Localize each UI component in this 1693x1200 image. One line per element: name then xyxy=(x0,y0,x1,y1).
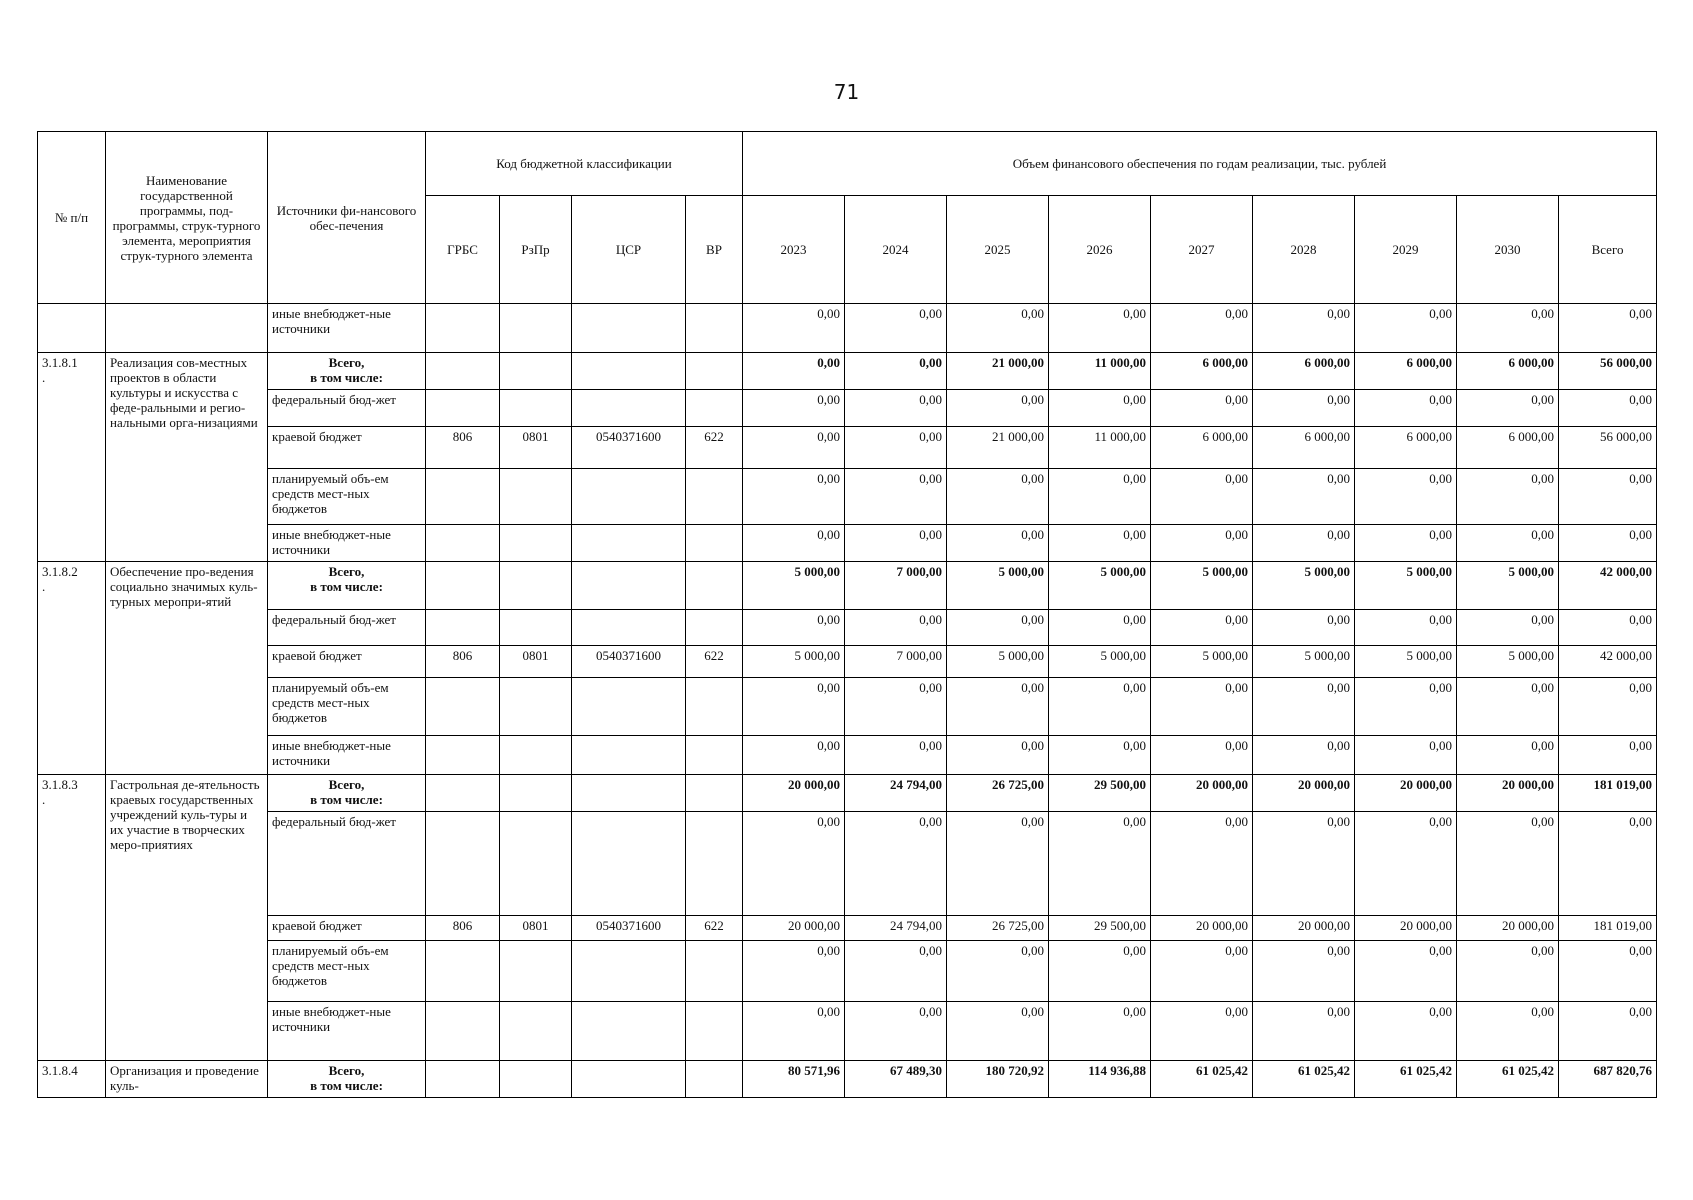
cell-value: 0,00 xyxy=(743,427,845,469)
cell-source: федеральный бюд-жет xyxy=(268,390,426,427)
cell-csr xyxy=(572,525,686,562)
cell-value: 6 000,00 xyxy=(1355,427,1457,469)
cell-grbs xyxy=(426,469,500,525)
cell-value: 0,00 xyxy=(1457,525,1559,562)
cell-value: 0,00 xyxy=(845,469,947,525)
cell-csr xyxy=(572,1002,686,1061)
header-name: Наименование государственной программы, под-программы, струк-турного элемента, мероприятия струк-турного элемента xyxy=(106,132,268,304)
cell-rzpr xyxy=(500,525,572,562)
cell-value: 0,00 xyxy=(1355,304,1457,353)
cell-csr xyxy=(572,678,686,736)
cell-value: 0,00 xyxy=(743,812,845,916)
cell-vr xyxy=(686,353,743,390)
cell-total: 0,00 xyxy=(1559,525,1657,562)
cell-value: 0,00 xyxy=(1355,941,1457,1002)
cell-value: 0,00 xyxy=(1049,1002,1151,1061)
cell-csr xyxy=(572,562,686,610)
cell-total: 687 820,76 xyxy=(1559,1061,1657,1098)
cell-value: 0,00 xyxy=(1457,736,1559,775)
cell-value: 0,00 xyxy=(1355,610,1457,646)
cell-rzpr: 0801 xyxy=(500,916,572,941)
cell-vr xyxy=(686,1002,743,1061)
cell-value: 21 000,00 xyxy=(947,353,1049,390)
cell-value: 5 000,00 xyxy=(1253,646,1355,678)
cell-value: 6 000,00 xyxy=(1457,427,1559,469)
cell-grbs xyxy=(426,304,500,353)
cell-value: 0,00 xyxy=(1253,941,1355,1002)
cell-value: 0,00 xyxy=(743,390,845,427)
cell-value: 26 725,00 xyxy=(947,775,1049,812)
cell-total: 0,00 xyxy=(1559,469,1657,525)
cell-value: 0,00 xyxy=(1049,812,1151,916)
cell-value: 0,00 xyxy=(743,469,845,525)
header-year: 2029 xyxy=(1355,196,1457,304)
cell-value: 0,00 xyxy=(1151,610,1253,646)
header-year: 2024 xyxy=(845,196,947,304)
cell-value: 0,00 xyxy=(1355,525,1457,562)
cell-rzpr xyxy=(500,469,572,525)
cell-vr xyxy=(686,390,743,427)
header-budget-code-group: Код бюджетной классификации xyxy=(426,132,743,196)
cell-source: планируемый объ-ем средств мест-ных бюджетов xyxy=(268,469,426,525)
cell-name: Обеспечение про-ведения социально значимых куль-турных меропри-ятий xyxy=(106,562,268,775)
cell-source: Всего, в том числе: xyxy=(268,1061,426,1098)
cell-value: 0,00 xyxy=(743,610,845,646)
page-number: 71 xyxy=(833,80,860,104)
header-year: 2026 xyxy=(1049,196,1151,304)
cell-source: федеральный бюд-жет xyxy=(268,812,426,916)
cell-grbs xyxy=(426,610,500,646)
cell-csr xyxy=(572,390,686,427)
cell-vr xyxy=(686,525,743,562)
table-row xyxy=(38,775,1657,812)
table-header xyxy=(38,132,1657,304)
header-year: 2027 xyxy=(1151,196,1253,304)
cell-value: 20 000,00 xyxy=(1151,775,1253,812)
cell-value: 0,00 xyxy=(947,678,1049,736)
header-total: Всего xyxy=(1559,196,1657,304)
cell-value: 0,00 xyxy=(743,304,845,353)
header-rzpr: РзПр xyxy=(500,196,572,304)
cell-total: 0,00 xyxy=(1559,678,1657,736)
cell-rzpr: 0801 xyxy=(500,646,572,678)
cell-value: 0,00 xyxy=(1151,304,1253,353)
cell-vr xyxy=(686,562,743,610)
cell-value: 0,00 xyxy=(1457,1002,1559,1061)
cell-csr xyxy=(572,610,686,646)
cell-grbs xyxy=(426,941,500,1002)
cell-grbs xyxy=(426,353,500,390)
table-row xyxy=(38,941,1657,1002)
cell-value: 0,00 xyxy=(947,304,1049,353)
cell-grbs xyxy=(426,678,500,736)
cell-grbs xyxy=(426,390,500,427)
cell-value: 5 000,00 xyxy=(1151,646,1253,678)
cell-total: 56 000,00 xyxy=(1559,427,1657,469)
cell-value: 0,00 xyxy=(1253,304,1355,353)
cell-total: 0,00 xyxy=(1559,304,1657,353)
cell-value: 0,00 xyxy=(845,736,947,775)
header-source: Источники фи-нансового обес-печения xyxy=(268,132,426,304)
cell-value: 6 000,00 xyxy=(1151,427,1253,469)
cell-csr xyxy=(572,353,686,390)
cell-csr xyxy=(572,736,686,775)
cell-name: Реализация сов-местных проектов в области культуры и искусства с феде-ральными и регио-нальными орга-низациями xyxy=(106,353,268,562)
cell-vr xyxy=(686,678,743,736)
cell-value: 0,00 xyxy=(947,525,1049,562)
cell-rzpr xyxy=(500,390,572,427)
cell-vr: 622 xyxy=(686,427,743,469)
cell-value: 0,00 xyxy=(1457,304,1559,353)
cell-value: 0,00 xyxy=(1253,525,1355,562)
cell-value: 0,00 xyxy=(1355,812,1457,916)
cell-value: 0,00 xyxy=(1253,469,1355,525)
table-row xyxy=(38,427,1657,469)
cell-value: 0,00 xyxy=(845,390,947,427)
cell-value: 0,00 xyxy=(1457,610,1559,646)
table-row xyxy=(38,562,1657,610)
cell-value: 0,00 xyxy=(1253,610,1355,646)
cell-value: 7 000,00 xyxy=(845,562,947,610)
cell-total: 56 000,00 xyxy=(1559,353,1657,390)
cell-csr xyxy=(572,775,686,812)
cell-value: 0,00 xyxy=(845,812,947,916)
cell-value: 20 000,00 xyxy=(1457,916,1559,941)
cell-grbs xyxy=(426,562,500,610)
cell-rzpr xyxy=(500,353,572,390)
cell-grbs xyxy=(426,775,500,812)
cell-value: 0,00 xyxy=(1253,678,1355,736)
cell-value: 0,00 xyxy=(1253,390,1355,427)
cell-value: 21 000,00 xyxy=(947,427,1049,469)
cell-source: иные внебюджет-ные источники xyxy=(268,1002,426,1061)
cell-value: 0,00 xyxy=(1457,390,1559,427)
cell-value: 5 000,00 xyxy=(1355,562,1457,610)
cell-value: 61 025,42 xyxy=(1253,1061,1355,1098)
cell-value: 20 000,00 xyxy=(1151,916,1253,941)
cell-value: 0,00 xyxy=(1151,941,1253,1002)
cell-name: Организация и проведение куль- xyxy=(106,1061,268,1098)
cell-total: 42 000,00 xyxy=(1559,646,1657,678)
cell-value: 0,00 xyxy=(1253,812,1355,916)
cell-value: 0,00 xyxy=(1151,736,1253,775)
cell-value: 0,00 xyxy=(1049,736,1151,775)
cell-value: 20 000,00 xyxy=(743,916,845,941)
cell-value: 0,00 xyxy=(1457,678,1559,736)
cell-grbs xyxy=(426,525,500,562)
cell-value: 0,00 xyxy=(1049,390,1151,427)
cell-value: 5 000,00 xyxy=(743,562,845,610)
cell-value: 11 000,00 xyxy=(1049,427,1151,469)
cell-value: 7 000,00 xyxy=(845,646,947,678)
cell-value: 6 000,00 xyxy=(1355,353,1457,390)
header-finance-group: Объем финансового обеспечения по годам реализации, тыс. рублей xyxy=(743,132,1657,196)
cell-rzpr xyxy=(500,1061,572,1098)
cell-value: 0,00 xyxy=(1151,469,1253,525)
cell-value: 0,00 xyxy=(1049,678,1151,736)
cell-value: 5 000,00 xyxy=(743,646,845,678)
cell-csr xyxy=(572,812,686,916)
cell-value: 80 571,96 xyxy=(743,1061,845,1098)
table-row xyxy=(38,469,1657,525)
cell-value: 0,00 xyxy=(1253,736,1355,775)
cell-source: планируемый объ-ем средств мест-ных бюджетов xyxy=(268,678,426,736)
cell-total: 0,00 xyxy=(1559,941,1657,1002)
cell-value: 20 000,00 xyxy=(1457,775,1559,812)
cell-source: федеральный бюд-жет xyxy=(268,610,426,646)
table-row xyxy=(38,610,1657,646)
cell-rzpr xyxy=(500,1002,572,1061)
cell-value: 0,00 xyxy=(1355,1002,1457,1061)
cell-value: 0,00 xyxy=(1151,525,1253,562)
cell-value: 0,00 xyxy=(1049,469,1151,525)
cell-value: 24 794,00 xyxy=(845,916,947,941)
cell-value: 20 000,00 xyxy=(1253,775,1355,812)
cell-value: 5 000,00 xyxy=(1253,562,1355,610)
cell-value: 11 000,00 xyxy=(1049,353,1151,390)
cell-total: 0,00 xyxy=(1559,610,1657,646)
cell-value: 61 025,42 xyxy=(1151,1061,1253,1098)
cell-csr xyxy=(572,941,686,1002)
cell-value: 0,00 xyxy=(1355,390,1457,427)
cell-value: 6 000,00 xyxy=(1253,427,1355,469)
header-year: 2028 xyxy=(1253,196,1355,304)
cell-value: 0,00 xyxy=(1355,736,1457,775)
table-row xyxy=(38,304,1657,353)
header-year: 2023 xyxy=(743,196,845,304)
cell-value: 0,00 xyxy=(1049,610,1151,646)
cell-total: 0,00 xyxy=(1559,1002,1657,1061)
cell-value: 0,00 xyxy=(845,610,947,646)
cell-grbs: 806 xyxy=(426,646,500,678)
table-row xyxy=(38,812,1657,916)
cell-value: 0,00 xyxy=(947,736,1049,775)
cell-vr xyxy=(686,469,743,525)
cell-value: 0,00 xyxy=(845,941,947,1002)
cell-value: 0,00 xyxy=(947,812,1049,916)
cell-total: 0,00 xyxy=(1559,390,1657,427)
table-row xyxy=(38,736,1657,775)
cell-index xyxy=(38,304,106,353)
header-num: № п/п xyxy=(38,132,106,304)
cell-value: 0,00 xyxy=(947,941,1049,1002)
cell-value: 0,00 xyxy=(743,941,845,1002)
cell-value: 6 000,00 xyxy=(1151,353,1253,390)
table-row xyxy=(38,525,1657,562)
cell-value: 0,00 xyxy=(743,736,845,775)
table-row xyxy=(38,353,1657,390)
cell-csr xyxy=(572,304,686,353)
cell-rzpr xyxy=(500,678,572,736)
cell-csr: 0540371600 xyxy=(572,916,686,941)
cell-value: 0,00 xyxy=(1457,941,1559,1002)
cell-csr: 0540371600 xyxy=(572,427,686,469)
header-csr: ЦСР xyxy=(572,196,686,304)
cell-value: 0,00 xyxy=(1049,941,1151,1002)
cell-vr xyxy=(686,304,743,353)
cell-grbs xyxy=(426,1002,500,1061)
cell-source: Всего, в том числе: xyxy=(268,562,426,610)
cell-grbs: 806 xyxy=(426,916,500,941)
cell-source: краевой бюджет xyxy=(268,646,426,678)
cell-total: 181 019,00 xyxy=(1559,775,1657,812)
cell-source: Всего, в том числе: xyxy=(268,775,426,812)
cell-vr xyxy=(686,610,743,646)
header-vr: ВР xyxy=(686,196,743,304)
cell-value: 0,00 xyxy=(947,390,1049,427)
cell-vr: 622 xyxy=(686,916,743,941)
cell-value: 0,00 xyxy=(845,427,947,469)
cell-value: 0,00 xyxy=(1049,304,1151,353)
cell-value: 0,00 xyxy=(947,1002,1049,1061)
cell-total: 0,00 xyxy=(1559,736,1657,775)
header-grbs: ГРБС xyxy=(426,196,500,304)
cell-vr xyxy=(686,736,743,775)
cell-value: 6 000,00 xyxy=(1253,353,1355,390)
cell-value: 61 025,42 xyxy=(1355,1061,1457,1098)
cell-source: иные внебюджет-ные источники xyxy=(268,736,426,775)
cell-value: 20 000,00 xyxy=(1355,775,1457,812)
cell-value: 0,00 xyxy=(947,610,1049,646)
cell-value: 0,00 xyxy=(1151,1002,1253,1061)
cell-total: 0,00 xyxy=(1559,812,1657,916)
table-row xyxy=(38,646,1657,678)
cell-rzpr xyxy=(500,736,572,775)
cell-rzpr xyxy=(500,775,572,812)
cell-csr xyxy=(572,469,686,525)
cell-value: 0,00 xyxy=(1253,1002,1355,1061)
cell-csr xyxy=(572,1061,686,1098)
cell-source: планируемый объ-ем средств мест-ных бюджетов xyxy=(268,941,426,1002)
cell-value: 61 025,42 xyxy=(1457,1061,1559,1098)
cell-value: 5 000,00 xyxy=(1049,562,1151,610)
cell-value: 5 000,00 xyxy=(947,646,1049,678)
cell-vr xyxy=(686,812,743,916)
cell-value: 5 000,00 xyxy=(947,562,1049,610)
cell-value: 5 000,00 xyxy=(1457,646,1559,678)
cell-value: 0,00 xyxy=(947,469,1049,525)
cell-value: 0,00 xyxy=(1151,812,1253,916)
cell-source: иные внебюджет-ные источники xyxy=(268,525,426,562)
cell-vr: 622 xyxy=(686,646,743,678)
table-row xyxy=(38,390,1657,427)
cell-value: 5 000,00 xyxy=(1049,646,1151,678)
cell-value: 29 500,00 xyxy=(1049,775,1151,812)
cell-source: краевой бюджет xyxy=(268,916,426,941)
table-row xyxy=(38,1061,1657,1098)
cell-index: 3.1.8.2 . xyxy=(38,562,106,775)
cell-vr xyxy=(686,1061,743,1098)
cell-value: 114 936,88 xyxy=(1049,1061,1151,1098)
cell-value: 0,00 xyxy=(845,353,947,390)
cell-value: 20 000,00 xyxy=(1253,916,1355,941)
cell-vr xyxy=(686,775,743,812)
cell-rzpr: 0801 xyxy=(500,427,572,469)
cell-value: 0,00 xyxy=(845,304,947,353)
cell-value: 0,00 xyxy=(1151,390,1253,427)
budget-table xyxy=(37,131,1657,1098)
cell-value: 0,00 xyxy=(1355,678,1457,736)
cell-rzpr xyxy=(500,610,572,646)
cell-rzpr xyxy=(500,812,572,916)
table-row xyxy=(38,1002,1657,1061)
cell-value: 0,00 xyxy=(1355,469,1457,525)
cell-index: 3.1.8.3 . xyxy=(38,775,106,1061)
cell-vr xyxy=(686,941,743,1002)
cell-value: 29 500,00 xyxy=(1049,916,1151,941)
header-year: 2025 xyxy=(947,196,1049,304)
cell-value: 180 720,92 xyxy=(947,1061,1049,1098)
cell-grbs xyxy=(426,812,500,916)
cell-value: 20 000,00 xyxy=(743,775,845,812)
table-row xyxy=(38,916,1657,941)
cell-value: 0,00 xyxy=(845,678,947,736)
cell-rzpr xyxy=(500,941,572,1002)
cell-value: 0,00 xyxy=(1151,678,1253,736)
cell-value: 5 000,00 xyxy=(1457,562,1559,610)
cell-value: 67 489,30 xyxy=(845,1061,947,1098)
header-year: 2030 xyxy=(1457,196,1559,304)
cell-value: 0,00 xyxy=(1457,469,1559,525)
cell-rzpr xyxy=(500,562,572,610)
cell-value: 0,00 xyxy=(1049,525,1151,562)
cell-rzpr xyxy=(500,304,572,353)
table-body xyxy=(38,304,1657,1098)
cell-value: 26 725,00 xyxy=(947,916,1049,941)
cell-name xyxy=(106,304,268,353)
cell-source: Всего, в том числе: xyxy=(268,353,426,390)
cell-value: 0,00 xyxy=(743,525,845,562)
cell-source: иные внебюджет-ные источники xyxy=(268,304,426,353)
cell-value: 24 794,00 xyxy=(845,775,947,812)
cell-value: 0,00 xyxy=(743,678,845,736)
cell-value: 5 000,00 xyxy=(1355,646,1457,678)
cell-grbs xyxy=(426,1061,500,1098)
cell-value: 0,00 xyxy=(743,353,845,390)
cell-index: 3.1.8.1 . xyxy=(38,353,106,562)
cell-value: 0,00 xyxy=(845,525,947,562)
cell-value: 5 000,00 xyxy=(1151,562,1253,610)
cell-total: 42 000,00 xyxy=(1559,562,1657,610)
cell-csr: 0540371600 xyxy=(572,646,686,678)
cell-value: 20 000,00 xyxy=(1355,916,1457,941)
cell-total: 181 019,00 xyxy=(1559,916,1657,941)
cell-value: 0,00 xyxy=(1457,812,1559,916)
cell-value: 6 000,00 xyxy=(1457,353,1559,390)
cell-index: 3.1.8.4 xyxy=(38,1061,106,1098)
cell-grbs xyxy=(426,736,500,775)
table-row xyxy=(38,678,1657,736)
cell-name: Гастрольная де-ятельность краевых государственных учреждений куль-туры и их участие в творческих меро-приятиях xyxy=(106,775,268,1061)
cell-value: 0,00 xyxy=(743,1002,845,1061)
cell-grbs: 806 xyxy=(426,427,500,469)
cell-value: 0,00 xyxy=(845,1002,947,1061)
cell-source: краевой бюджет xyxy=(268,427,426,469)
